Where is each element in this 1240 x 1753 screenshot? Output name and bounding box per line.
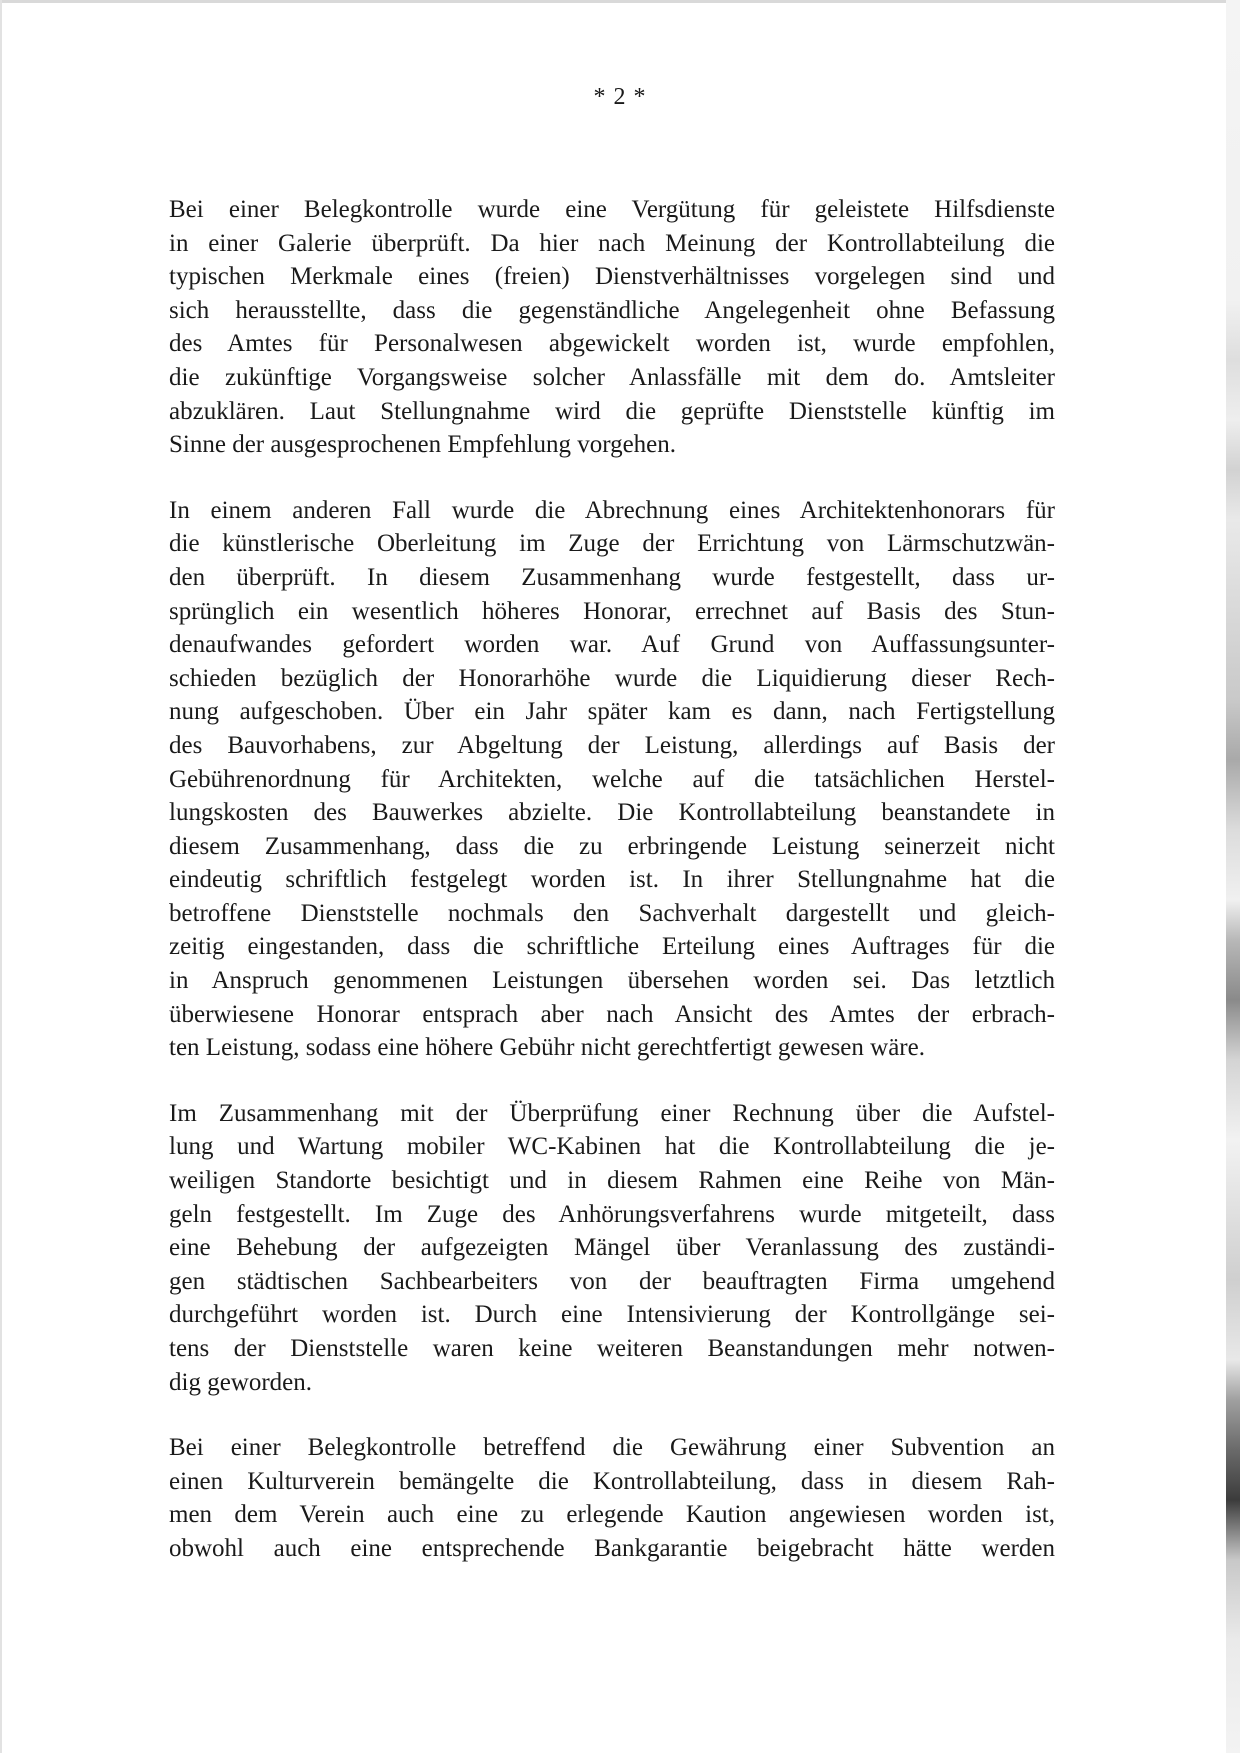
- text-line: einen Kulturverein bemängelte die Kontrollabteilung, dass in diesem Rah-: [169, 1467, 1055, 1495]
- text-line: des Bauvorhabens, zur Abgeltung der Leistung, allerdings auf Basis der: [169, 731, 1055, 759]
- text-line: sprünglich ein wesentlich höheres Honorar, errechnet auf Basis des Stun-: [169, 597, 1055, 625]
- text-line: gen städtischen Sachbearbeiters von der beauftragten Firma umgehend: [169, 1267, 1055, 1295]
- text-line: nung aufgeschoben. Über ein Jahr später kam es dann, nach Fertigstellung: [169, 698, 1055, 726]
- paragraph-4: [169, 1431, 1055, 1565]
- text-line: eine Behebung der aufgezeigten Mängel über Veranlassung des zuständi-: [169, 1234, 1055, 1262]
- text-line: in einer Galerie überprüft. Da hier nach Meinung der Kontrollabteilung die: [169, 229, 1055, 257]
- text-line: Gebührenordnung für Architekten, welche auf die tatsächlichen Herstel-: [169, 765, 1055, 793]
- text-line: In einem anderen Fall wurde die Abrechnung eines Architektenhonorars für: [169, 496, 1055, 524]
- text-line: abzuklären. Laut Stellungnahme wird die geprüfte Dienststelle künftig im: [169, 397, 1055, 425]
- text-line: in Anspruch genommenen Leistungen übersehen worden sei. Das letztlich: [169, 967, 1055, 995]
- text-line: ten Leistung, sodass eine höhere Gebühr nicht gerechtfertigt gewesen wäre.: [169, 1034, 925, 1062]
- text-line: Im Zusammenhang mit der Überprüfung einer Rechnung über die Aufstel-: [169, 1099, 1055, 1127]
- text-line: eindeutig schriftlich festgelegt worden ist. In ihrer Stellungnahme hat die: [169, 866, 1055, 894]
- paragraph-2: [169, 494, 1055, 1065]
- text-line: die künstlerische Oberleitung im Zuge der Errichtung von Lärmschutzwän-: [169, 530, 1055, 558]
- text-line: des Amtes für Personalwesen abgewickelt worden ist, wurde empfohlen,: [169, 330, 1055, 358]
- text-line: diesem Zusammenhang, dass die zu erbringende Leistung seinerzeit nicht: [169, 832, 1055, 860]
- text-line: men dem Verein auch eine zu erlegende Kaution angewiesen worden ist,: [169, 1501, 1055, 1529]
- text-line: betroffene Dienststelle nochmals den Sachverhalt dargestellt und gleich-: [169, 899, 1055, 927]
- text-line: Bei einer Belegkontrolle betreffend die Gewährung einer Subvention an: [169, 1434, 1055, 1462]
- paragraph-1: [169, 193, 1055, 462]
- text-line: überwiesene Honorar entsprach aber nach Ansicht des Amtes der erbrach-: [169, 1000, 1055, 1028]
- text-line: lungskosten des Bauwerkes abzielte. Die Kontrollabteilung beanstandete in: [169, 799, 1055, 827]
- text-line: Sinne der ausgesprochenen Empfehlung vorgehen.: [169, 431, 677, 459]
- text-line: schieden bezüglich der Honorarhöhe wurde die Liquidierung dieser Rech-: [169, 664, 1055, 692]
- text-line: die zukünftige Vorgangsweise solcher Anlassfälle mit dem do. Amtsleiter: [169, 363, 1055, 391]
- paragraph-3: [169, 1097, 1055, 1399]
- text-line: denaufwandes gefordert worden war. Auf Grund von Auffassungsunter-: [169, 631, 1055, 659]
- text-line: dig geworden.: [169, 1368, 313, 1396]
- scan-edge-left: [0, 0, 2, 1753]
- text-line: weiligen Standorte besichtigt und in diesem Rahmen eine Reihe von Män-: [169, 1167, 1055, 1195]
- text-line: durchgeführt worden ist. Durch eine Intensivierung der Kontrollgänge sei-: [169, 1301, 1055, 1329]
- text-line: Bei einer Belegkontrolle wurde eine Vergütung für geleistete Hilfsdienste: [169, 196, 1055, 223]
- text-line: tens der Dienststelle waren keine weiteren Beanstandungen mehr notwen-: [169, 1335, 1055, 1362]
- text-line: geln festgestellt. Im Zuge des Anhörungsverfahrens wurde mitgeteilt, dass: [169, 1200, 1055, 1228]
- scan-edge-top: [0, 0, 1240, 3]
- text-line: lung und Wartung mobiler WC-Kabinen hat die Kontrollabteilung die je-: [169, 1133, 1055, 1161]
- scan-edge-right: [1226, 0, 1240, 1753]
- page-number: * 2 *: [593, 84, 647, 110]
- text-line: obwohl auch eine entsprechende Bankgarantie beigebracht hätte werden: [169, 1534, 1055, 1562]
- text-line: sich herausstellte, dass die gegenständliche Angelegenheit ohne Befassung: [169, 296, 1055, 324]
- document-body: [169, 193, 1055, 1598]
- text-line: zeitig eingestanden, dass die schriftliche Erteilung eines Auftrages für die: [169, 933, 1055, 961]
- text-line: typischen Merkmale eines (freien) Dienstverhältnisses vorgelegen sind und: [169, 263, 1055, 291]
- text-line: den überprüft. In diesem Zusammenhang wurde festgestellt, dass ur-: [169, 563, 1055, 591]
